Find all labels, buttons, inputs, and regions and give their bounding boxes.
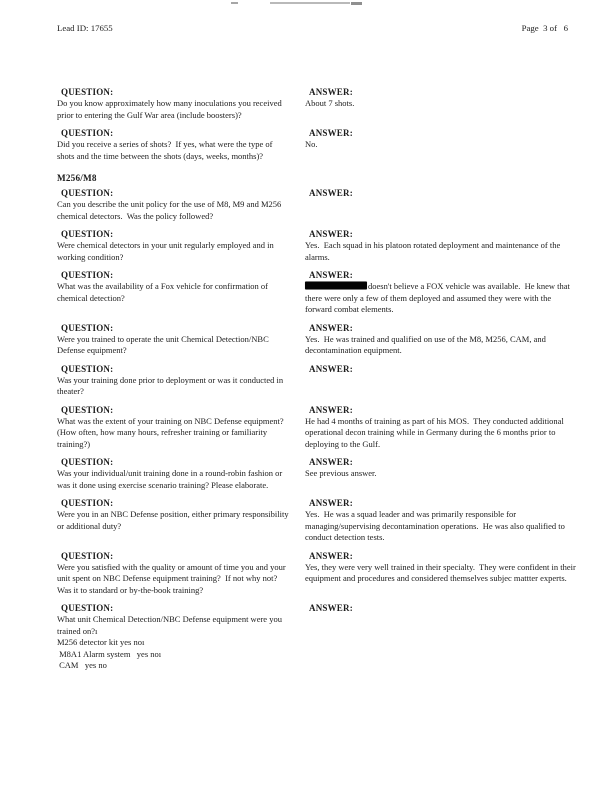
question-text: Were you trained to operate the unit Chemical Detection/NBC Defense equipment? — [57, 333, 271, 355]
answer-text: Yes, they were very well trained in their specialty. They were confident in their equipment and procedures and considered themselves subjec mattter experts. — [305, 561, 578, 583]
answer-label: ANSWER: — [309, 550, 353, 561]
answer-text: Yes. He was a squad leader and was primarily responsible for managing/supervising decontamination operations. He was also qualified to conduct detection tests. — [305, 509, 568, 542]
question-column — [57, 269, 305, 316]
question-text: What was the extent of your training on NBC Defense equipment? (How often, how many hours, refresher training or familiarity training?) — [57, 415, 288, 449]
redaction-bar — [305, 282, 367, 290]
lead-id: Lead ID: 17655 — [57, 23, 113, 33]
qa-row — [57, 228, 577, 263]
answer-text: Yes. He was trained and qualified on use of the M8, M256, CAM, and decontamination equipment. — [305, 333, 549, 355]
question-checklist-line: CAM yes no — [57, 660, 107, 670]
question-column — [57, 86, 305, 121]
qa-row — [57, 497, 577, 544]
question-label: QUESTION: — [61, 457, 114, 467]
answer-label: ANSWER: — [309, 603, 353, 613]
scan-artifact — [231, 2, 238, 4]
question-text: Were you satisfied with the quality or amount of time you and your unit spent on NBC Defense equipment training? If not why not? Was it to standard or by-the-book training? — [57, 561, 288, 595]
question-text: Did you receive a series of shots? If yes, what were the type of shots and the time between the shots (days, weeks, months)? — [57, 139, 275, 161]
answer-column — [305, 86, 577, 121]
answer-label: ANSWER: — [309, 188, 353, 198]
question-label: QUESTION: — [61, 87, 114, 97]
answer-column — [305, 187, 577, 222]
qa-row — [57, 404, 577, 451]
answer-label: ANSWER: — [309, 322, 353, 333]
qa-row — [57, 187, 577, 222]
answer-label: ANSWER: — [309, 498, 353, 508]
question-label: QUESTION: — [61, 550, 114, 561]
question-column — [57, 363, 305, 398]
qa-row — [57, 86, 577, 121]
question-label: QUESTION: — [61, 603, 114, 613]
qa-row — [57, 127, 577, 162]
question-column — [57, 456, 305, 491]
answer-column — [305, 363, 577, 398]
question-column — [57, 228, 305, 263]
question-text: Do you know approximately how many inoculations you received prior to entering the Gulf War area (include boosters)? — [57, 98, 284, 120]
qa-row — [57, 602, 577, 672]
question-label: QUESTION: — [61, 229, 114, 239]
question-column — [57, 550, 305, 597]
question-text: Can you describe the unit policy for the use of M8, M9 and M256 chemical detectors. Was the policy followed? — [57, 199, 284, 221]
question-label: QUESTION: — [61, 270, 114, 280]
qa-row — [57, 550, 577, 597]
question-column — [57, 127, 305, 162]
section-heading: M256/M8 — [57, 173, 97, 183]
question-checklist-line: M8A1 Alarm system yes noı — [57, 648, 162, 659]
answer-column — [305, 404, 577, 451]
scan-artifact — [270, 2, 350, 4]
question-label: QUESTION: — [61, 128, 114, 138]
question-column — [57, 187, 305, 222]
question-column — [57, 497, 305, 544]
question-label: QUESTION: — [61, 498, 114, 508]
answer-text: Yes. Each squad in his platoon rotated deployment and maintenance of the alarms. — [305, 240, 563, 262]
page-header — [57, 22, 568, 34]
answer-label: ANSWER: — [309, 128, 353, 138]
qa-row — [57, 269, 577, 316]
question-checklist-line: M256 detector kit yes noı — [57, 637, 145, 647]
answer-column — [305, 550, 577, 597]
question-text: Was your individual/unit training done in a round-robin fashion or was it done using exercise scenario training? Please elaborate. — [57, 468, 285, 490]
answer-column — [305, 602, 577, 672]
answer-column — [305, 497, 577, 544]
answer-label: ANSWER: — [309, 457, 353, 467]
question-label: QUESTION: — [61, 322, 114, 333]
qa-row — [57, 363, 577, 398]
answer-label: ANSWER: — [309, 363, 353, 374]
scan-artifact — [351, 2, 362, 5]
answer-text: See previous answer. — [305, 468, 377, 478]
answer-text: About 7 shots. — [305, 98, 355, 108]
answer-text: doesn't believe a FOX vehicle was available. He knew that there were only a few of them deployed and assumed they were with the forward combat elements. — [305, 281, 573, 314]
answer-column — [305, 127, 577, 162]
question-label: QUESTION: — [61, 188, 114, 198]
question-text: What was the availability of a Fox vehicle for confirmation of chemical detection? — [57, 281, 271, 303]
answer-label: ANSWER: — [309, 404, 353, 415]
answer-column — [305, 269, 577, 316]
answer-text: No. — [305, 139, 318, 149]
question-label: QUESTION: — [61, 363, 114, 374]
page-number: Page 3 of 6 — [521, 23, 568, 33]
answer-label: ANSWER: — [309, 270, 353, 280]
question-text: Was your training done prior to deployment or was it conducted in theater? — [57, 374, 286, 396]
answer-label: ANSWER: — [309, 229, 353, 239]
answer-text: He had 4 months of training as part of his MOS. They conducted additional operational decon training while in Germany during the 6 months prior to deploying to the Gulf. — [305, 415, 566, 449]
question-column — [57, 602, 305, 672]
answer-column — [305, 228, 577, 263]
qa-list — [57, 86, 577, 678]
answer-label: ANSWER: — [309, 87, 353, 97]
question-label: QUESTION: — [61, 404, 114, 415]
qa-row — [57, 322, 577, 357]
question-column — [57, 404, 305, 451]
question-text: Were chemical detectors in your unit regularly employed and in working condition? — [57, 240, 276, 262]
question-text: Were you in an NBC Defense position, either primary responsibility or additional duty? — [57, 509, 291, 531]
question-text: What unit Chemical Detection/NBC Defense equipment were you trained on?ı M256 detector kit yes noı M8A1 Alarm system yes noı CAM yes no — [57, 614, 291, 672]
question-column — [57, 322, 305, 357]
answer-column — [305, 322, 577, 357]
answer-column — [305, 456, 577, 491]
qa-row — [57, 456, 577, 491]
